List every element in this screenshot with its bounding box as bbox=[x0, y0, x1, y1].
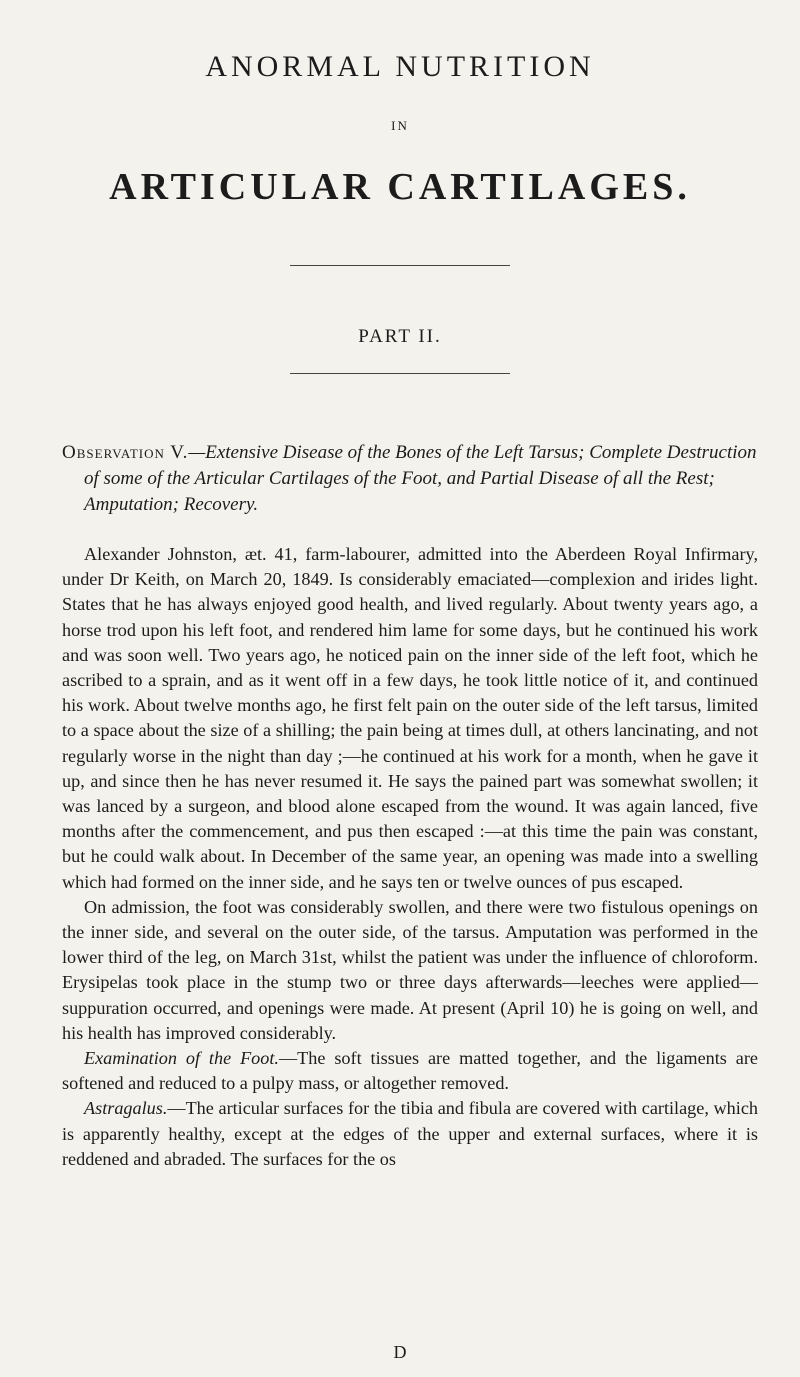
part-label: PART II. bbox=[358, 326, 442, 347]
observation-title: —Extensive Disease of the Bones of the Left Tarsus; Complete Destruction of some of the Articular Cartilages of the Foot, and Partial Disease of all the Rest; Amputation; Recovery. bbox=[84, 442, 757, 515]
divider-rule-bottom bbox=[290, 373, 510, 374]
heading-line-1: ANORMAL NUTRITION bbox=[205, 50, 595, 83]
examination-label: Examination of the Foot. bbox=[84, 1048, 279, 1069]
observation-heading bbox=[62, 440, 774, 518]
astragalus-paragraph bbox=[62, 1096, 758, 1172]
examination-text: —The soft tissues are matted together, and the ligaments are softened and reduced to a pulpy mass, or altogether removed. bbox=[62, 1048, 758, 1094]
body-text bbox=[62, 542, 758, 1172]
paragraph: On admission, the foot was considerably swollen, and there were two fistulous openings on the inner side, and several on the outer side, of the tarsus. Amputation was performed in the lower third of the leg, on March 31st, whilst the patient was under the influence of chloroform. Erysipelas took place in the stump two or three days afterwards—leeches were applied—suppuration occurred, and openings were made. At present (April 10) he is going on well, and his health has improved considerably. bbox=[62, 896, 758, 1043]
signature-mark: D bbox=[393, 1342, 407, 1362]
astragalus-label: Astragalus. bbox=[84, 1098, 168, 1119]
paragraph: Alexander Johnston, æt. 41, farm-labourer, admitted into the Aberdeen Royal Infirmary, under Dr Keith, on March 20, 1849. Is considerably emaciated—complexion and irides light. States that he has always enjoyed good health, and lived regularly. About twenty years ago, a horse trod upon his left foot, and rendered him lame for some days, but he continued his work and was soon well. Two years ago, he noticed pain on the inner side of the left foot, which he ascribed to a sprain, and as it went off in a few days, he took little notice of it, and continued his work. About twelve months ago, he first felt pain on the outer side of the left tarsus, limited to a space about the size of a shilling; the pain being at times dull, at others lancinating, and not regularly worse in the night than day ;—he continued at his work for a month, when he gave it up, and since then he has never resumed it. He says the pained part was somewhat swollen; it was lanced by a surgeon, and blood alone escaped from the wound. It was again lanced, five months after the commencement, and pus then escaped :—at this time the pain was constant, but he could walk about. In December of the same year, an opening was made into a swelling which had formed on the inner side, and he says ten or twelve ounces of pus escaped. bbox=[62, 544, 758, 892]
divider-rule-top bbox=[290, 265, 510, 266]
heading-line-3: ARTICULAR CARTILAGES. bbox=[109, 166, 691, 208]
heading-line-2: IN bbox=[391, 118, 409, 133]
astragalus-text: —The articular surfaces for the tibia and fibula are covered with cartilage, which is apparently healthy, except at the edges of the upper and external surfaces, where it is reddened and abraded. The surfaces for the os bbox=[62, 1098, 758, 1169]
examination-paragraph bbox=[62, 1046, 758, 1096]
observation-label: Observation V. bbox=[62, 442, 189, 463]
